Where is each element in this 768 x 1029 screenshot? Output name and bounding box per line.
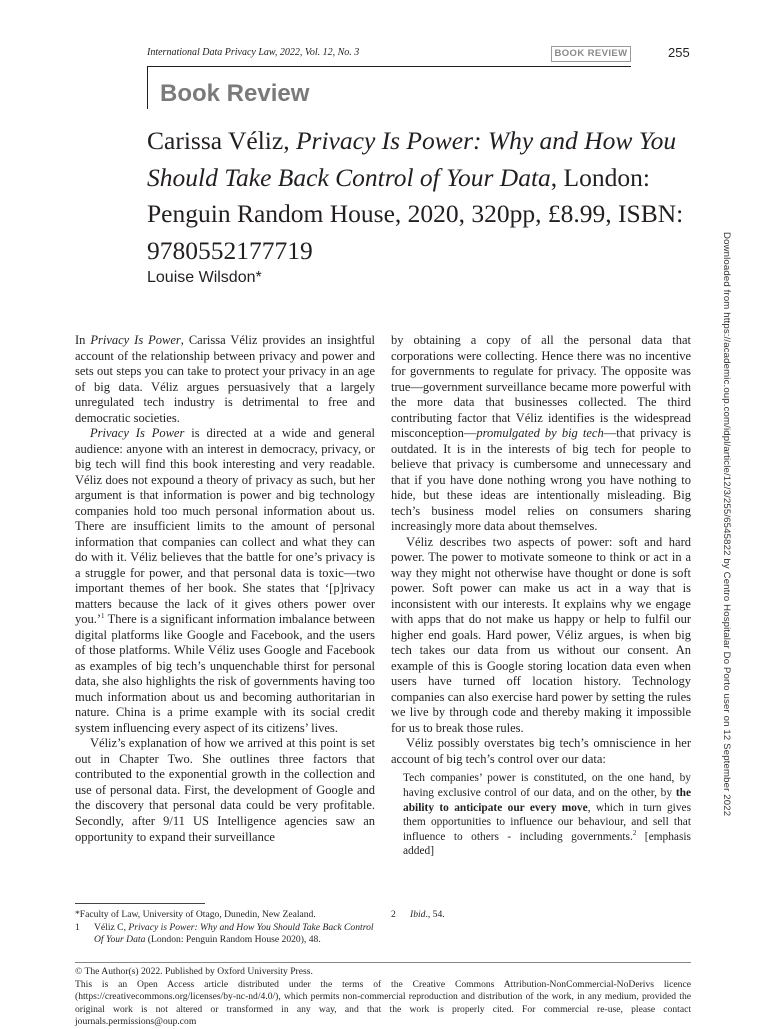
download-notice: Downloaded from https://academic.oup.com/idpl/article/12/3/255/6545822 by Centro Hospitalar Do Porto user on 12 September 2022 [721, 232, 732, 817]
book-author: Carissa Véliz, [147, 126, 296, 155]
reviewer-name: Louise Wilsdon* [147, 269, 262, 286]
body-column-left [75, 333, 375, 845]
paragraph: In Privacy Is Power, Carissa Véliz provides an insightful account of the relationship between privacy and power and sets out steps you can take to protect your privacy in an age of big data. Véliz argues persuasively that a largely unregulated tech industry is detrimental to free and democratic societies. [75, 333, 376, 425]
section-badge: BOOK REVIEW [551, 46, 631, 62]
footnote-ref[interactable]: 1 [101, 612, 105, 621]
block-quote: Tech companies’ power is constituted, on the one hand, by having exclusive control of our data, and on the other, by the ability to anticipate our every move, which in turn gives them opportunities to influence our behaviour, and sell that influence to others - including governments.$^2$ [emphasis added] [403, 772, 692, 858]
paragraph: Véliz’s explanation of how we arrived at this point is set out in Chapter Two. She outlines three factors that contributed to the exponential growth in the collection and use of personal data. First, the development of Google and the discovery that personal data could be very profitable. Secondly, after 9/11 US Intelligence agencies saw an opportunity to expand their surveillance [75, 736, 375, 844]
body-column-right [391, 333, 691, 859]
section-title: Book Review [160, 80, 310, 107]
copyright-notice: © The Author(s) 2022. Published by Oxford University Press. This is an Open Access article distributed under the terms of the Creative Commons Attribution-NonCommercial-NoDerivs licence (https://creativecommons.org/licenses/by-nc-nd/4.0/), which permits non-commercial reproduction and distribution of the work, in any medium, provided the original work is not altered or transformed in any way, and that the work is properly cited. For commercial re-use, please contact journals.permissions@oup.com [75, 966, 691, 1028]
review-title [147, 123, 687, 269]
footnote: 1 Véliz C, Privacy is Power: Why and How You Should Take Back Control Of Your Data (London: Penguin Random House 2020), 48. [75, 921, 374, 945]
footnote: 2 Ibid., 54. [391, 909, 445, 920]
paragraph: Véliz possibly overstates big tech’s omniscience in her account of big tech’s control over our data: [391, 736, 691, 766]
paragraph: Privacy Is Power is directed at a wide and general audience: anyone with an interest in democracy, privacy, or big tech will find this book interesting and very readable. Véliz does not expound a theory of privacy as such, but her argument is that information is power and big technology companies hold too much personal information about us. There are insufficient limits to the amount of personal information that companies can collect and what they can do with it. Véliz believes that the battle for one’s privacy is a struggle for power, and that personal data is toxic—two important themes of her book. She states that ‘[p]rivacy matters because the lack of it gives others power over you.’$^1$ There is a significant information imbalance between digital platforms like Google and Facebook, and the users of those platforms. While Véliz uses Google and Facebook as examples of big tech’s unquenchable thirst for personal data, she also highlights the risk of governments having too much information about us and becoming authoritarian in nature. China is a prime example with its social credit system influencing every aspect of its citizens’ lives. [75, 426, 376, 735]
paragraph: by obtaining a copy of all the personal data that corporations were collecting. Hence there was no incentive for governments to regulate for privacy. The opposite was true—government surveillance became more powerful with the more data that businesses collected. The third contributing factor that Véliz identifies is the widespread misconception—promulgated by big tech—that privacy is outdated. It is in the interests of big tech for people to believe that privacy is cumbersome and unnecessary and that if you have done nothing wrong you have nothing to hide, but these ideas are intentionally misleading. Big tech’s business model relies on consumers sharing increasingly more data about themselves. [391, 333, 691, 534]
paragraph: Véliz describes two aspects of power: soft and hard power. The power to motivate someone to think or act in a way they might not otherwise have thought or done is soft power. Soft power can make us act in a way that is inconsistent with our interests. It explains why we engage with apps that do not make us happy or help to fulfil our higher end goals. Hard power, Véliz argues, is when big tech takes our data from us without our consent. An example of this is Google storing location data even when users have turned off location history. Technology companies can also exercise hard power by setting the rules we live by through code and thereby making it impossible for us to break those rules. [391, 534, 691, 735]
copyright-rule [75, 962, 691, 963]
running-header: International Data Privacy Law, 2022, Vol. 12, No. 3 [147, 47, 360, 58]
footnote-ref[interactable]: 2 [632, 829, 637, 838]
page-number: 255 [668, 45, 690, 60]
footnote-rule [75, 903, 205, 904]
footnotes-right [391, 909, 691, 922]
header-rule [147, 66, 631, 67]
publication-details: , London: Penguin Random House, 2020, 320pp, £8.99, ISBN: 9780552177719 [147, 162, 684, 265]
section-bar [147, 66, 148, 109]
book-title: Privacy Is Power: Why and How You Should Take Back Control of Your Data [147, 126, 677, 192]
affiliation-note: *Faculty of Law, University of Otago, Dunedin, New Zealand. [75, 909, 316, 920]
footnotes-left [75, 909, 377, 947]
